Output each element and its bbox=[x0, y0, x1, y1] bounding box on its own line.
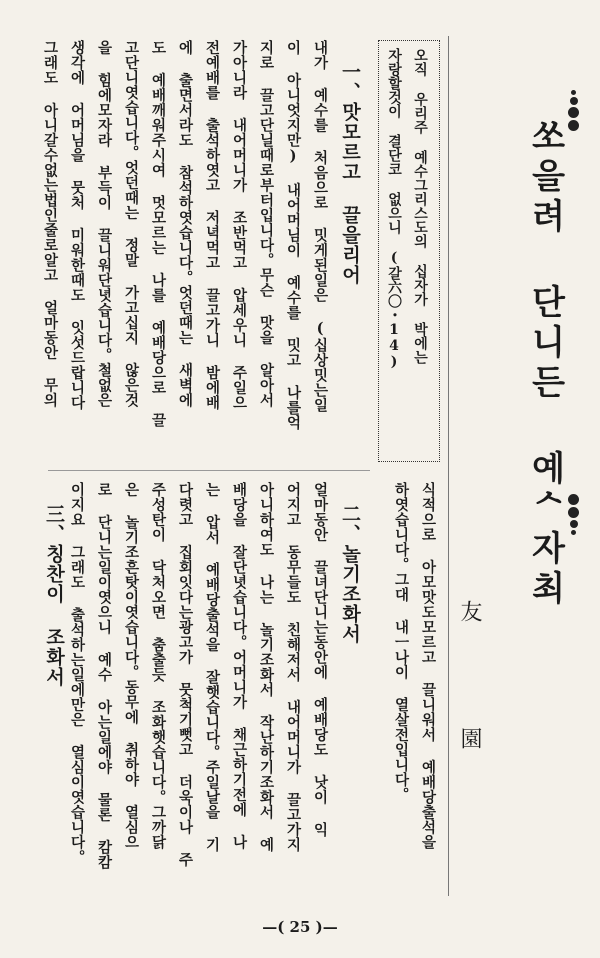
section-heading: 三、칭찬이 조화서 bbox=[43, 504, 65, 687]
body-line: 얼마동안 끌녀단니는동안에 예배당도 낫이 익 bbox=[311, 482, 329, 837]
body-line: 배당을 잘단녓습니다。어머니가 채근하기전에 나 bbox=[230, 482, 248, 850]
body-line: 식적으로 아모맛도모르고 끌니워서 예배당출석을 bbox=[419, 482, 437, 850]
column-divider bbox=[448, 36, 449, 896]
body-line: 도 예배깨워주시여 멋모르는 나를 예배당으로 끌 bbox=[149, 40, 167, 428]
section-heading: 一、맛모르고 끌을리어 bbox=[339, 62, 361, 285]
body-line: 지로 끌고단닐때로부터입니다。무슨 맛을 알아서 bbox=[257, 40, 275, 408]
body-line: 하엿습니다。그대 내ㅡ나이 열살전입니다。 bbox=[392, 482, 410, 802]
body-line: 고단니엿습니다。엇던때는 정말 가고십지 않은것 bbox=[122, 40, 140, 408]
body-line: 생각에 어머님을 뭇처 미워한때도 잇섯드랍니다 bbox=[68, 40, 86, 410]
body-line: 이 아니엇지만) 내어머님이 예수를 밋고 나를억 bbox=[284, 40, 302, 430]
body-line: 내가 예수를 처음으로 밋게된일은 (십상밋는일 bbox=[311, 40, 329, 413]
body-line: 아니하여도 나는 놀기조화서 작난하기조화서 예 bbox=[257, 482, 275, 852]
body-line: 그래도 아니갈수없는법인줄로알고 얼마동안 무의 bbox=[41, 40, 59, 408]
article-title: 쏘을려 단니든 예ᄉ자최 bbox=[525, 118, 565, 610]
body-line: 는 압서 예배당출석을 잘햇습니다。주일날을 기 bbox=[203, 482, 221, 852]
body-line: 주성탄이 닥처오면 춤출듯 조화햇습니다。그까닭 bbox=[149, 482, 167, 850]
body-line: 은 놀기조흔탓이엿습니다。동무에 취하야 열심으 bbox=[122, 482, 140, 850]
body-line: 에 출면서라도 참석하엿습니다。엇던때는 새벽에 bbox=[176, 40, 194, 408]
body-line: 다렷고 집회잇다는광고가 뭇척기뻣고 더욱이나 주 bbox=[176, 482, 194, 867]
block-divider bbox=[48, 470, 370, 471]
body-line: 을 힘에모자라 부득이 끌니워단녓습니다。철없은 bbox=[95, 40, 113, 408]
body-line: 로 단니는일이엿으니 예수 아는일에야 물론 캄캄 bbox=[95, 482, 113, 870]
body-line: 전예배를 출석하엿고 저녁먹고 끌고가니 밤에배 bbox=[203, 40, 221, 410]
section-heading: 二、놀기조화서 bbox=[339, 504, 361, 644]
author-name: 友 園 bbox=[457, 600, 482, 789]
epigraph-line: 오직 우리주 예수그리스도의 십자가 박에는 bbox=[412, 48, 428, 364]
epigraph-line: 자랑할것이 결단코 없으니 (갈六〇・14) bbox=[386, 48, 402, 370]
page-number: —( 25 )— bbox=[262, 918, 338, 936]
body-line: 가아니라 내어머니가 조반먹고 압세우니 주일으 bbox=[230, 40, 248, 410]
decorative-dots-top bbox=[568, 88, 579, 133]
body-line: 어지고 동무들도 친해저서 내어머니가 끌고가지 bbox=[284, 482, 302, 852]
decorative-dots-bottom bbox=[568, 492, 579, 537]
body-line: 이지요 그래도 출석하는일에만은 열심이엿습니다。 bbox=[68, 482, 86, 865]
